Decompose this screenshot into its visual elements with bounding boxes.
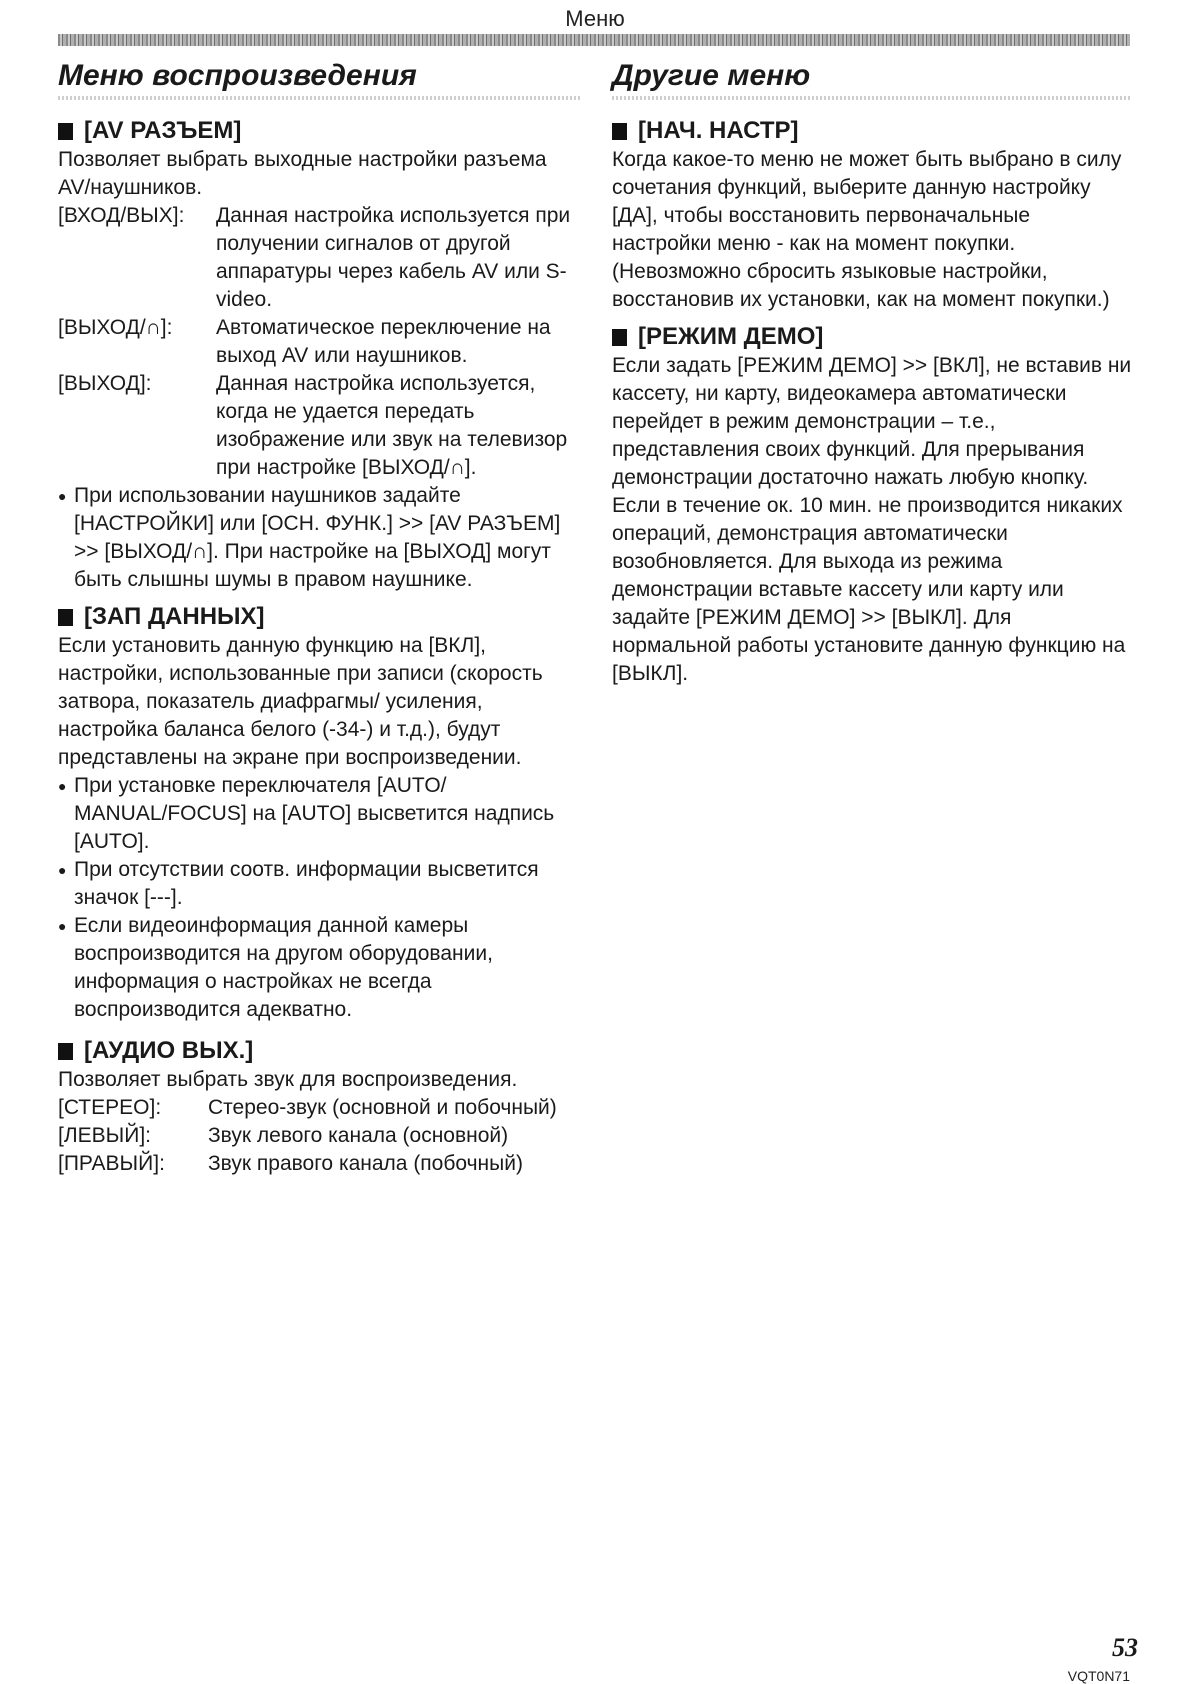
section-square-icon — [58, 123, 73, 140]
definition-term: [ЛЕВЫЙ]: — [58, 1124, 151, 1147]
note-text: Если видеоинформация данной камеры воспроизводится на другом оборудовании, информация о настройках не всегда воспроизводится адекватно. — [74, 914, 493, 1021]
section-square-icon — [58, 1043, 73, 1060]
note-text: При использовании наушников задайте [НАСТРОЙКИ] или [ОСН. ФУНК.] >> [AV РАЗЪЕМ] >> [ВЫХОД/∩]. При настройке на [ВЫХОД] могут быть слышны шумы в правом наушнике. — [74, 484, 561, 591]
definition-term: [ВЫХОД]: — [58, 372, 152, 395]
section-title: [РЕЖИМ ДЕМО] — [638, 323, 824, 350]
section-body: Если задать [РЕЖИМ ДЕМО] >> [ВКЛ], не вставив ни кассету, ни карту, видеокамера автоматически перейдет в режим демонстрации – т.е., представления своих функций. Для прерывания демонстрации достаточно нажать любую кнопку. Если в течение ок. 10 мин. не производится никаких операций, демонстрация автоматически возобновляется. Для выхода из режима демонстрации вставьте кассету или карту или задайте [РЕЖИМ ДЕМО] >> [ВЫКЛ]. Для нормальной работы установите данную функцию на [ВЫКЛ]. — [612, 354, 1132, 685]
section-title: [НАЧ. НАСТР] — [638, 117, 799, 144]
section-initial-settings — [612, 116, 1132, 314]
note-item — [58, 772, 580, 856]
right-column — [612, 58, 1132, 688]
definition-term: [СТЕРЕО]: — [58, 1096, 162, 1119]
section-av-connector — [58, 116, 580, 594]
note-text: При отсутствии соотв. информации высветится значок [---]. — [74, 858, 539, 909]
note-text: При установке переключателя [AUTO/ MANUAL/FOCUS] на [AUTO] высветится надпись [AUTO]. — [74, 774, 555, 853]
document-code: VQT0N71 — [1067, 1668, 1130, 1684]
section-title: [ЗАП ДАННЫХ] — [84, 603, 265, 630]
section-demo-mode — [612, 322, 1132, 688]
section-body: Когда какое-то меню не может быть выбрано в силу сочетания функций, выберите данную настройку [ДА], чтобы восстановить первоначальные настройки меню - как на момент покупки. (Невозможно сбросить языковые настройки, восстановив их установки, как на момент покупки.) — [612, 148, 1122, 311]
heading-divider — [612, 96, 1132, 100]
bullet-icon: ● — [58, 488, 67, 504]
definition-desc: Данная настройка используется при получении сигналов от другой аппаратуры через кабель AV или S-video. — [216, 204, 571, 311]
definition-desc: Звук правого канала (побочный) — [208, 1152, 523, 1175]
header-divider — [58, 34, 1130, 46]
bullet-icon: ● — [58, 862, 67, 878]
note-item — [58, 482, 580, 594]
note-item — [58, 856, 580, 912]
bullet-icon: ● — [58, 918, 67, 934]
other-menus-heading: Другие меню — [612, 59, 811, 92]
bullet-icon: ● — [58, 778, 67, 794]
definition-list — [58, 202, 580, 482]
section-square-icon — [612, 329, 627, 346]
section-intro: Позволяет выбрать звук для воспроизведения. — [58, 1068, 518, 1091]
section-title: [AV РАЗЪЕМ] — [84, 117, 242, 144]
definition-term: [ВХОД/ВЫХ]: — [58, 204, 185, 227]
left-column — [58, 58, 580, 1178]
definition-desc: Стерео-звук (основной и побочный) — [208, 1096, 557, 1119]
definition-term: [ВЫХОД/∩]: — [58, 316, 173, 339]
section-intro: Если установить данную функцию на [ВКЛ], настройки, использованные при записи (скорость затвора, показатель диафрагмы/ усиления, настройка баланса белого (-34-) и т.д.), будут представлены на экране при воспроизведении. — [58, 634, 543, 769]
section-title: [АУДИО ВЫХ.] — [84, 1037, 254, 1064]
heading-divider — [58, 96, 580, 100]
definition-term: [ПРАВЫЙ]: — [58, 1152, 165, 1175]
section-data-record — [58, 602, 580, 1024]
page-header-label: Меню — [565, 6, 625, 31]
playback-menu-heading: Меню воспроизведения — [58, 59, 417, 92]
section-intro: Позволяет выбрать выходные настройки разъема AV/наушников. — [58, 148, 547, 199]
page-number: 53 — [1112, 1633, 1138, 1662]
definition-list — [58, 1094, 580, 1178]
definition-desc: Данная настройка используется, когда не удается передать изображение или звук на телевизор при настройке [ВЫХОД/∩]. — [216, 372, 568, 479]
section-audio-out — [58, 1036, 580, 1178]
section-square-icon — [612, 123, 627, 140]
note-item — [58, 912, 580, 1024]
section-square-icon — [58, 609, 73, 626]
definition-desc: Звук левого канала (основной) — [208, 1124, 509, 1147]
definition-desc: Автоматическое переключение на выход AV или наушников. — [216, 316, 551, 367]
